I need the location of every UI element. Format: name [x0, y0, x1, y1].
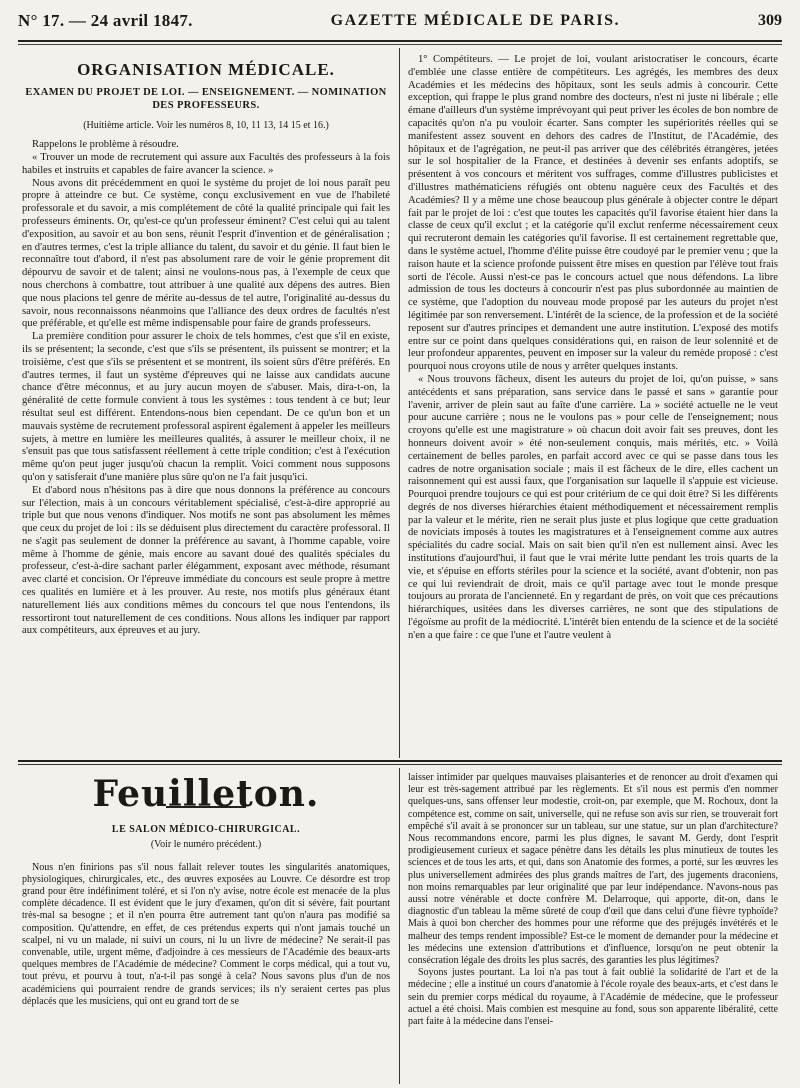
paragraph: La première condition pour assurer le choix de tels hommes, c'est que s'il en existe, ils se présentent; la seconde, c'est que s'ils se présentent, ils puissent se montrer; et la troisième, c'est que s'ils se présentent et se montrent, ils soient sûrs d'être préférés. En d'autres termes, il faut un système d'épreuves qui ne laisse aux candidats aucune chance d'être méconnus, et au jury aucun moyen de s'abuser. Mais, dira-t-on, la généralité de cette formule convient à tous les systèmes : tous tendent à ce but; leur résultat seul est différent. Entendons-nous bien cependant. De ce qu'un bon et un mauvais système de recrutement professoral aspirent également à appeler les meilleurs sujets, à mettre en lumière les meilleures qualités, à assurer le meilleur choix, il ne s'ensuit pas que tous satisfassent réellement à cette triple condition; c'est à l'exécution même qu'on peut juger jusqu'où chacun la remplit. Voici comment nous supposons qu'on y satisferait d'une manière plus sûre qu'on ne l'a fait jusqu'ici. [22, 331, 390, 483]
article-reference: (Huitième article. Voir les numéros 8, 10, 11 13, 14 15 et 16.) [83, 120, 329, 132]
issue-number: N° 17. — 24 avril 1847. [18, 11, 193, 30]
salon-article-title: LE SALON MÉDICO-CHIRURGICAL. [111, 824, 301, 836]
article-subtitle: EXAMEN DU PROJET DE LOI. — ENSEIGNEMENT. — NOMINATION DES PROFESSEURS. [25, 86, 387, 111]
left-column-top [22, 56, 390, 754]
column-divider-top [399, 48, 400, 758]
page-header [18, 6, 782, 36]
paragraph: Et d'abord nous n'hésitons pas à dire que nous donnons la préférence au concours sur l'élection, mais à un concours véritablement spécialisé, c'est-à-dire approprié au triple but que nous venons d'indiquer. Nos motifs ne sont pas absolument les mêmes que ceux du projet de loi : ils se déduisent plus directement du caractère professoral. Il ne s'agit pas seulement de donner la préférence au savant, à l'homme capable, voire même à l'homme de génie, mais encore au savant doué des qualités spéciales du professeur, c'est-à-dire sachant parler élégamment, exposant avec méthode, résumant avec clarté et concision. Or l'épreuve immédiate du concours est seule propre à mettre ces qualités en lumière et à les prouver. Au reste, nos motifs plus généraux étant naturellement liés aux conditions mêmes du concours tel que nous l'entendons, ils ressortiront tout naturellement de ces conditions. Nous allons les indiquer par rapport aux compétiteurs, aux épreuves et au jury. [22, 484, 390, 637]
header-rule-thin [18, 44, 782, 45]
feuilleton-left-column [22, 768, 390, 1084]
paragraph: 1° Compétiteurs. — Le projet de loi, voulant aristocratiser le concours, écarte d'emblée une classe entière de compétiteurs. Les agrégés, les membres des deux Académies et les médecins des hôpitaux, sont les seuls admis à concourir. Cette exception, qui frappe le plus grand nombre des docteurs, n'est ni juste ni libérale ; elle émane d'ailleurs d'un système imprévoyant qui peut priver les écoles de bon nombre de capacités qu'on n'a pu vouloir écarter. Sans compter les supériorités réelles qui se manifestent assez souvent en dehors des cadres de l'Institut, de l'Académie, des hôpitaux et de l'agrégation, ne peut-il pas arriver que des célébrités étrangères, jetées sur le sol hospitalier de la France, et destinées à devenir ses enfants adoptifs, se présentent à vos concours et méritent vos suffrages, comme d'illustres publicistes et d'illustres mathématiciens réfugiés ont obtenu naguère ceux des Facultés et des Académies? Il y a même une chose beaucoup plus générale à objecter contre le départ fait par le projet de loi : c'est que toutes les capacités qu'il favorise étaient hier dans la classe de ceux qu'il exclut ; et la catégorie qu'il exclut renferme nécessairement ceux qui recruteront demain les catégories qu'il favorise. Il est certainement regrettable que, dans le système actuel, l'homme d'élite puisse être coudoyé par le premier venu ; que la raison haute et la science profonde puissent être mises en question par l'élève tout frais sorti de l'école. Aussi n'est-ce pas le concours actuel que nous défendons. La libre admission de tous les docteurs à concourir n'est pas plus subordonnée au maintien de ce système, que l'adoption du nouveau mode proposé par les auteurs du projet n'est légitimée par son renversement. L'intérêt de la science, de la profession et de la société reposent sur d'autres principes et demandent une autre institution. L'exposé des motifs entre sur ce point dans quelques considérations qui, en raison de leur solennité et de leur profondeur apparentes, peuvent en imposer sur la valeur du remède proposé : c'est pourquoi nous croyons utile de nous y arrêter quelques instants. [408, 54, 778, 373]
header-rule [18, 40, 782, 42]
feuilleton-right-column [408, 772, 778, 1084]
feuilleton-separator [18, 760, 782, 762]
paragraph: laisser intimider par quelques mauvaises plaisanteries et de renoncer au droit d'examen qui leur est très-sagement attribué par les règlements. Et s'il nous est permis d'en nommer quelques-uns, sans offenser leur modestie, croit-on, par exemple, que M. Rochoux, dont la compétence est, comme on sait, universelle, qui ne refuse son avis sur rien, se trouverait fort empêché s'il avait à se prononcer sur un tableau, sur une statue, sur un plan d'architecture? Nous recommandons encore, parmi les plus dignes, le savant M. Gerdy, dont l'esprit prodigieusement curieux et sagace pénètre dans les détails les plus minutieux de toutes les sciences et de tous les arts, et qui, dans son Anatomie des formes, a porté, sur les œuvres les plus universellement admirées des plus grands maîtres de l'art, des jugements draconiens, non moins remarquables par leur originalité que par leur indépendance. N'avons-nous pas aussi notre vénérable et docte confrère M. Delarroque, qui apporte, dit-on, dans le diagnostic d'un tableau la même sûreté de coup d'œil que dans celui d'une fièvre typhoïde? Mais à quoi bon chercher des hommes pour une réforme que des préjugés invétérés et le malheur des temps rendent impossible? Est-ce le moment de demander pour la médecine et les médecins une extension d'attributions et d'influence, lorsqu'on ne peut obtenir la consécration légale des droits les plus sacrés, des garanties les plus légitimes? [408, 772, 778, 967]
paragraph: Soyons justes pourtant. La loi n'a pas tout à fait oublié la solidarité de l'art et de la médecine ; elle a institué un cours d'anatomie à l'école royale des beaux-arts, et c'est dans le sein du premier corps médical du royaume, à l'Académie de médecine, que le professeur actuel a été choisi. Mais combien est mesquine au fond, sous son apparente libéralité, cette part faite à la médecine dans l'ensei- [408, 967, 778, 1028]
paragraph: « Nous trouvons fâcheux, disent les auteurs du projet de loi, qu'on puisse, » sans antécédents et sans préparation, sans service dans le passé et sans » garantie pour l'avenir, arriver de plein saut au faîte d'une carrière. La » société actuelle ne le veut pour aucune carrière ; nous ne le voulons pas » pour celle de l'enseignement; nous croyons qu'elle est une magistrature » où chacun doit avoir fait ses preuves, dont les honneurs doivent avoir » été non-seulement conquis, mais mérités, etc. » Voilà certainement de belles paroles, en parfait accord avec ce qui se passe dans tous les cadres de notre organisation sociale ; mais il est fâcheux de le dire, elles cachent un raisonnement qui est aussi faux, que l'organisation sur laquelle il s'appuie est vicieuse. Pourquoi prendre toujours ce qui est pour critérium de ce qui doit être? Si les différents degrés de nos diverses hiérarchies étaient méthodiquement et nécessairement remplis par la valeur et le mérite, rien ne serait plus juste et plus logique que cette graduation de noviciats imposés à toutes les magistratures et à l'enseignement comme aux autres spécialités du cadre social. Mais on sait bien qu'il n'en est nullement ainsi. Avec les institutions d'aujourd'hui, il faut que le vrai mérite lutte pendant les trois quarts de la vie, et s'épuise en efforts stériles pour la science et la société, avant d'obtenir, non pas ce qui lui reviendrait de droit, mais ce qu'il partage avec tout le monde presque toujours au prorata de l'ancienneté. En y regardant de près, on voit que ces précautions hiérarchiques, usitées dans les diverses carrières, ne sont que des stipulations de l'égoïsme au profit de la médiocrité. L'intérêt bien entendu de la science et de la société n'en a que faire : ce que l'une et l'autre veulent à [408, 373, 778, 641]
salon-reference: (Voir le numéro précédent.) [150, 839, 262, 851]
column-divider-bottom [399, 768, 400, 1084]
section-title: ORGANISATION MÉDICALE. [77, 60, 335, 79]
paragraph: Nous n'en finirions pas s'il nous fallait relever toutes les singularités anatomiques, physiologiques, chirurgicales, etc., des œuvres exposées au Louvre. Ce désordre est trop grand pour être indéfiniment toléré, et si l'on n'y avise, notre école est menacée de la plus complète décadence. Il est évident que le jury d'examen, qu'on dit si sévère, fait pourtant très-mal sa besogne ; et il n'en pourra être autrement tant qu'on n'aura pas modifié sa composition. Qu'attendre, en effet, de ces prétendus experts qui n'ont jamais touché un scalpel, ni vu un malade, ni suivi un cours, ni lu un livre de médecine? Ne serait-il pas convenable, utile, urgent même, d'adjoindre à ces messieurs de l'Académie des beaux-arts quelques membres de l'Académie de médecine? Comment le corps médical, qui a tout vu, tout prévu, et pourvu à tout, n'a-t-il pas songé à cela? Nous savons plus d'un de nos académiciens qui pourraient rendre de grands services; ils n'y seraient certes pas plus déplacés que les musiciens, qui ont eu grand tort de se [22, 861, 390, 1007]
journal-title: GAZETTE MÉDICALE DE PARIS. [330, 12, 621, 29]
paragraph: « Trouver un mode de recrutement qui assure aux Facultés des professeurs à la fois habiles et instruits et capables de faire avancer la science. » [22, 151, 390, 176]
page-number: 309 [757, 12, 782, 29]
feuilleton-title: Feuilleton. [92, 773, 320, 815]
right-column-top [408, 54, 778, 756]
paragraph: Rappelons le problème à résoudre. [32, 139, 179, 151]
feuilleton-separator-thin [18, 764, 782, 765]
paragraph: Nous avons dit précédemment en quoi le système du projet de loi nous paraît peu propre à atteindre ce but. Ce système, conçu exclusivement en vue de l'habileté professorale et du savoir, a mis complétement de côté la qualité principale qui fait les professeurs éminents. Or, qu'est-ce qu'un professeur éminent? C'est celui qui au talent d'exposition, au savoir et au bon sens, réunit l'esprit d'invention et de généralisation ; en d'autres termes, c'est la triple alliance du talent, du savoir et du génie. Il faut bien le reconnaître tout d'abord, il n'est pas absolument rare de voir le génie proprement dit dépourvu de savoir et de talent; ainsi ne voulons-nous pas, à l'exemple de ceux que nous cherchons à combattre, tout attribuer à une qualité aux dépens des autres. Bien que nous placions tel genre de mérite au-dessus de tel autre, l'originalité au-dessus du savoir, nous reconnaissons néanmoins que l'alliance des deux ordres de facultés n'est que préférable, et qu'elle est même indispensable pour faire de grands professeurs. [22, 177, 390, 330]
